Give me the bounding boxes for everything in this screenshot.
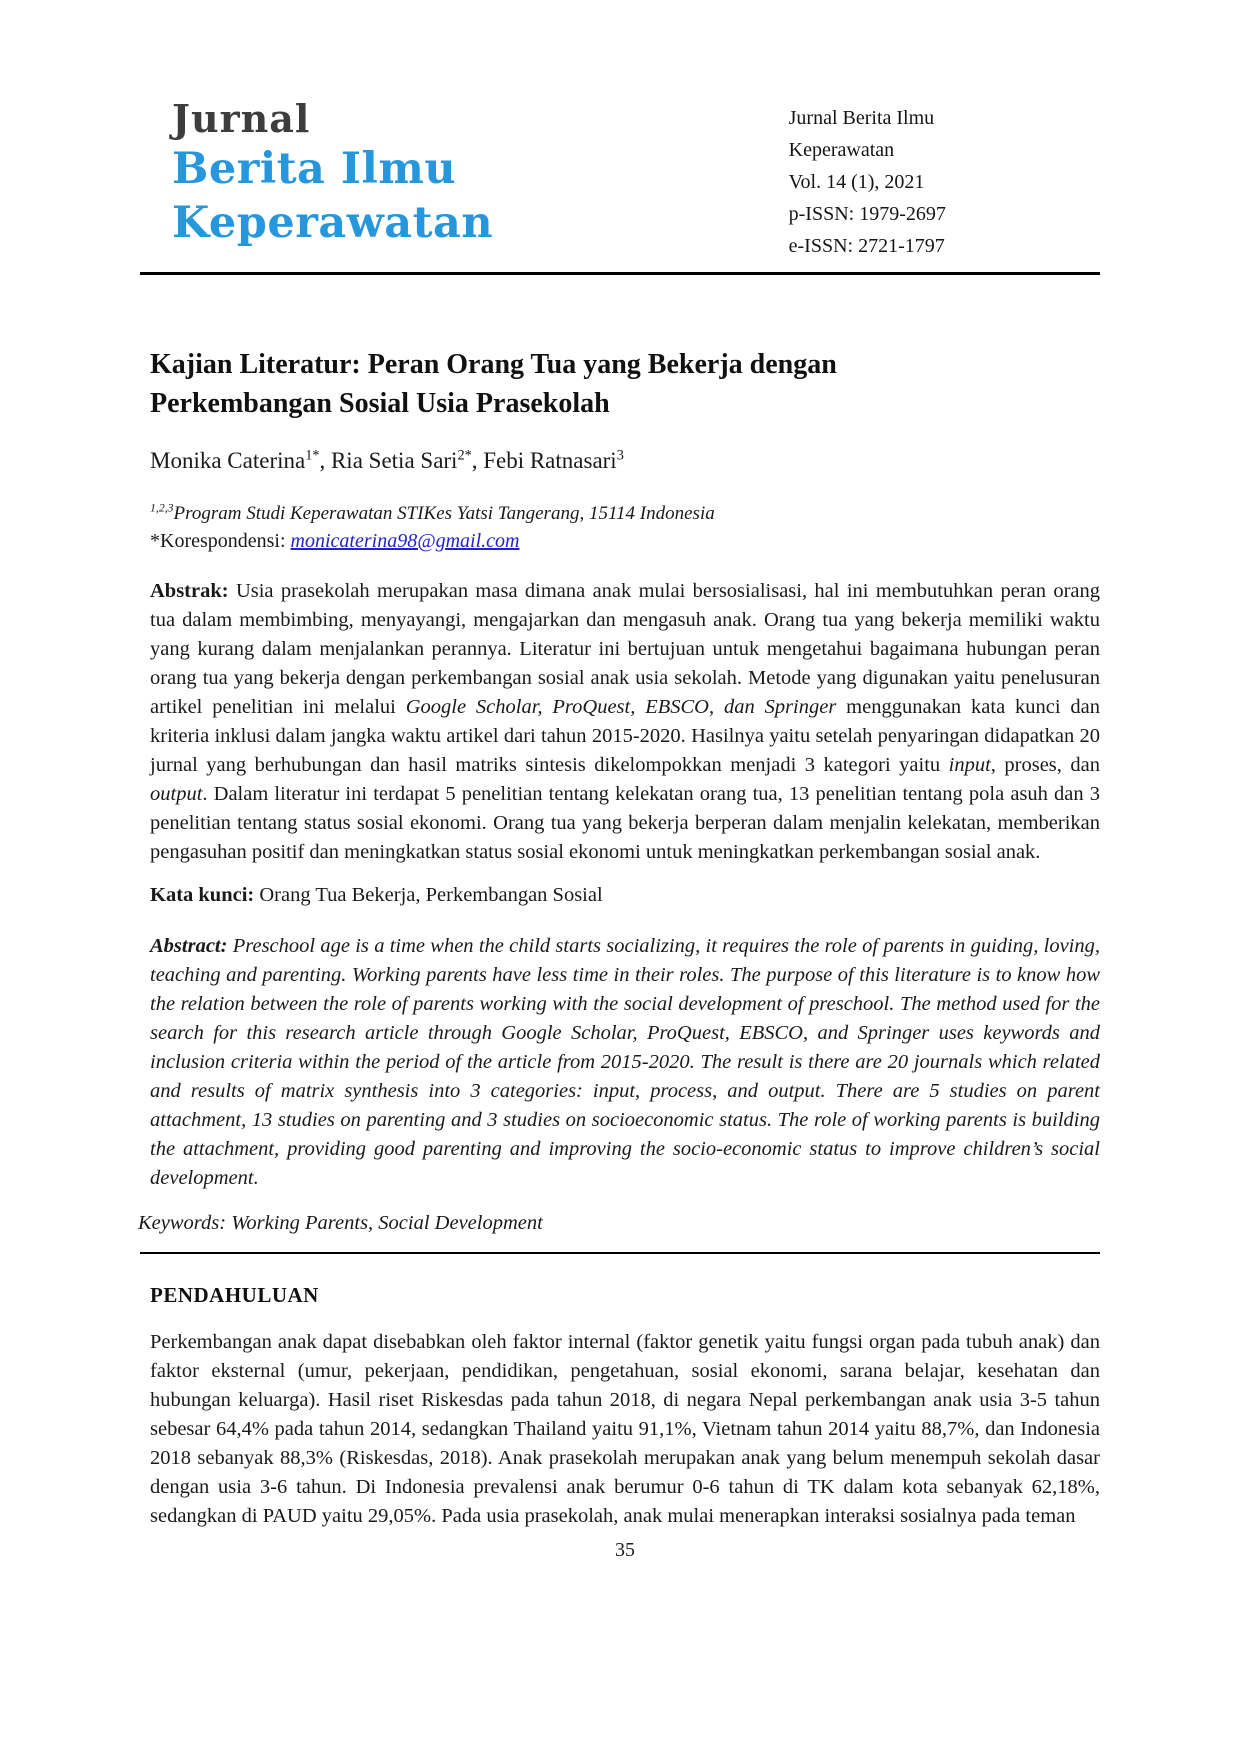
correspondence-email-link[interactable]: monicaterina98@gmail.com — [290, 530, 520, 552]
journal-header — [0, 0, 1239, 262]
correspondence-line: *Korespondensi: monicaterina98@gmail.com — [150, 530, 520, 552]
header-divider — [140, 272, 1100, 275]
affiliation-line: $^{1,2,3}$Program Studi Keperawatan STIKes Yatsi Tangerang, 15114 Indonesia — [150, 501, 715, 524]
abstract-divider — [140, 1252, 1100, 1254]
article-title: Kajian Literatur: Peran Orang Tua yang Bekerja dengan Perkembangan Sosial Usia Prasekolah — [150, 349, 837, 419]
keywords-line: Keywords: Working Parents, Social Development — [138, 1212, 543, 1234]
intro-paragraph: Perkembangan anak dapat disebabkan oleh faktor internal (faktor genetik yaitu fungsi organ pada tubuh anak) dan faktor eksternal (umur, pekerjaan, pendidikan, pengetahuan, sosial ekonomi, sarana belajar, kesehatan dan hubungan keluarga). Hasil riset Riskesdas pada tahun 2018, di negara Nepal perkembangan anak usia 3-5 tahun sebesar 64,4% pada tahun 2014, sedangkan Thailand yaitu 91,1%, Vietnam tahun 2014 yaitu 88,7%, dan Indonesia 2018 sebanyak 88,3% (Riskesdas, 2018). Anak prasekolah merupakan anak yang belum menempuh sekolah dasar dengan usia 3-6 tahun. Di Indonesia prevalensi anak berumur 0-6 tahun di TK dalam kota sebanyak 62,18%, sedangkan di PAUD yaitu 29,05%. Pada usia prasekolah, anak mulai menerapkan interaksi sosialnya pada teman — [150, 1331, 1100, 1527]
journal-info-volume: Vol. 14 (1), 2021 — [788, 171, 925, 193]
journal-logo — [172, 96, 789, 250]
abstract-english: Abstract: Preschool age is a time when the child starts socializing, it requires the role of parents in guiding, loving, teaching and parenting. Working parents have less time in their roles. The purpose of this literature is to know how the relation between the role of parents working with the social development of preschool. The method used for the search for this research article through Google Scholar, ProQuest, EBSCO, and Springer uses keywords and inclusion criteria within the period of the article from 2015-2020. The result is there are 20 journals which related and results of matrix synthesis into 3 categories: input, process, and output. There are 5 studies on parent attachment, 13 studies on parenting and 3 studies on socioeconomic status. The role of working parents is building the attachment, providing good parenting and improving the socio-economic status to improve children’s social development. — [150, 935, 1100, 1189]
section-heading-pendahuluan: PENDAHULUAN — [150, 1283, 319, 1307]
journal-info-pissn: p-ISSN: 1979-2697 — [788, 203, 946, 225]
journal-info-name: Jurnal Berita Ilmu Keperawatan — [788, 107, 935, 161]
journal-info-eissn: e-ISSN: 2721-1797 — [788, 235, 945, 257]
article-content — [0, 345, 1239, 1238]
kata-kunci-line: Kata kunci: Orang Tua Bekerja, Perkembangan Sosial — [150, 884, 603, 906]
journal-info-block — [789, 96, 1043, 262]
authors-line: Monika Caterina$^{1*}$, Ria Setia Sari$^{2*}$, Febi Ratnasari$^3$ — [150, 447, 624, 473]
journal-logo-line1: Jurnal — [172, 96, 311, 141]
journal-logo-line2: Berita Ilmu Keperawatan — [172, 144, 494, 248]
abstract-indonesian: Abstrak: Usia prasekolah merupakan masa dimana anak mulai bersosialisasi, hal ini membutuhkan peran orang tua dalam membimbing, menyayangi, mengajarkan dan mengasuh anak. Orang tua yang bekerja memiliki waktu yang kurang dalam menjalankan perannya. Literatur ini bertujuan untuk mengetahui bagaimana hubungan peran orang tua yang bekerja dengan perkembangan sosial anak usia sekolah. Metode yang digunakan yaitu penelusuran artikel penelitian ini melalui Google Scholar, ProQuest, EBSCO, dan Springer menggunakan kata kunci dan kriteria inklusi dalam jangka waktu artikel dari tahun 2015-2020. Hasilnya yaitu setelah penyaringan didapatkan 20 jurnal yang berhubungan dan hasil matriks sintesis dikelompokkan menjadi 3 kategori yaitu input, proses, dan output. Dalam literatur ini terdapat 5 penelitian tentang kelekatan orang tua, 13 penelitian tentang pola asuh dan 3 penelitian tentang status sosial ekonomi. Orang tua yang bekerja berperan dalam menjalin kelekatan, memberikan pengasuhan positif dan meningkatkan status sosial ekonomi untuk meningkatkan perkembangan sosial anak. — [150, 580, 1101, 863]
affiliation-block — [150, 501, 1100, 555]
body-content — [0, 1280, 1239, 1564]
page-number: 35 — [615, 1539, 635, 1561]
